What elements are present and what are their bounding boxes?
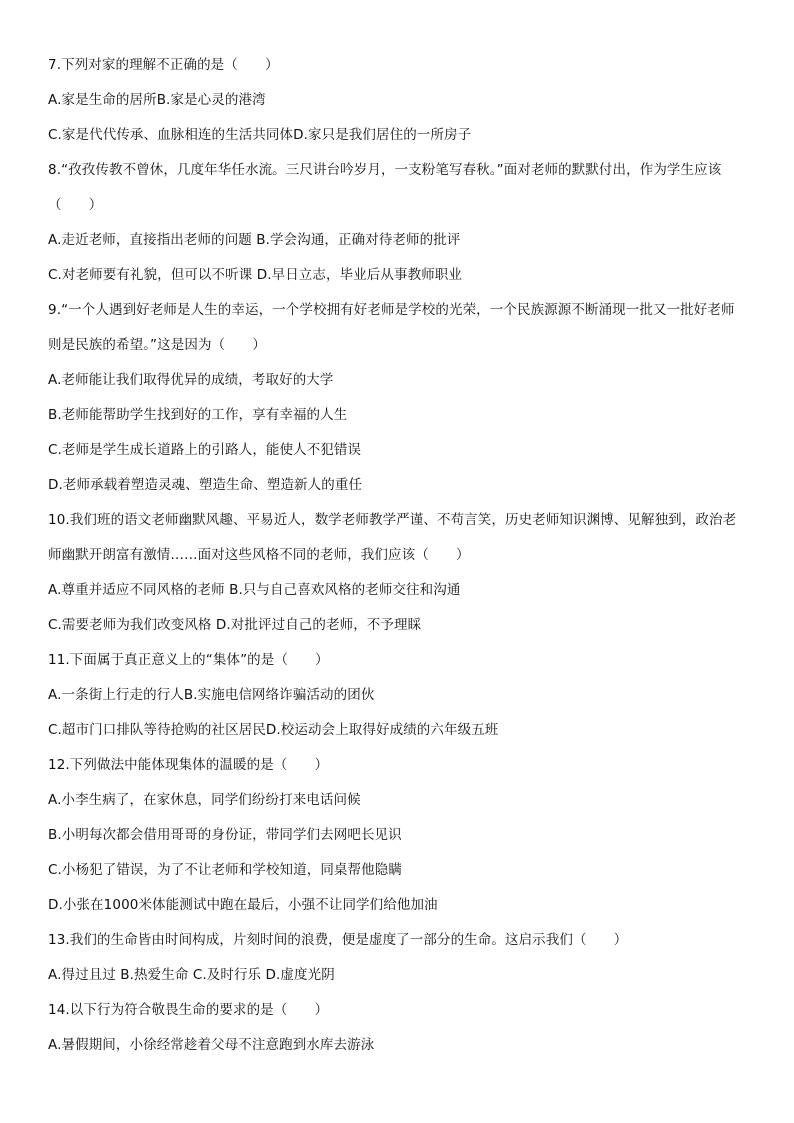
question-10-stem-line-1: 10.我们班的语文老师幽默风趣、平易近人，数学老师教学严谨、不苟言笑，历史老师知识渊博、见解独到，政治老 bbox=[48, 512, 737, 528]
question-12-option-c: C.小杨犯了错误，为了不让老师和学校知道，同桌帮他隐瞒 bbox=[48, 862, 402, 878]
question-11-stem: 11.下面属于真正意义上的“集体”的是（ ） bbox=[48, 652, 329, 668]
question-12-option-b: B.小明每次都会借用哥哥的身份证，带同学们去网吧长见识 bbox=[48, 827, 402, 843]
question-8-stem-line-2: （ ） bbox=[48, 197, 103, 213]
question-8-option-ab: A.走近老师，直接指出老师的问题 B.学会沟通，正确对待老师的批评 bbox=[48, 232, 461, 248]
question-10-option-ab: A.尊重并适应不同风格的老师 B.只与自己喜欢风格的老师交往和沟通 bbox=[48, 582, 461, 598]
question-7-option-ab: A.家是生命的居所B.家是心灵的港湾 bbox=[48, 92, 266, 108]
question-7-option-cd: C.家是代代传承、血脉相连的生活共同体D.家只是我们居住的一所房子 bbox=[48, 127, 472, 143]
question-10-stem-line-2: 师幽默开朗富有激情……面对这些风格不同的老师，我们应该（ ） bbox=[48, 547, 470, 563]
question-13-options: A.得过且过 B.热爱生命 C.及时行乐 D.虚度光阴 bbox=[48, 967, 335, 983]
question-12-stem: 12.下列做法中能体现集体的温暖的是（ ） bbox=[48, 757, 329, 773]
question-13-stem: 13.我们的生命皆由时间构成，片刻时间的浪费，便是虚度了一部分的生命。这启示我们（ ） bbox=[48, 932, 628, 948]
question-14-option-a: A.暑假期间，小徐经常趁着父母不注意跑到水库去游泳 bbox=[48, 1037, 375, 1053]
question-8-stem-line-1: 8.“孜孜传教不曾休，几度年华任水流。三尺讲台吟岁月，一支粉笔写春秋。”面对老师的默默付出，作为学生应该 bbox=[48, 162, 722, 178]
question-7-stem: 7.下列对家的理解不正确的是（ ） bbox=[48, 57, 279, 73]
question-11-option-cd: C.超市门口排队等待抢购的社区居民D.校运动会上取得好成绩的六年级五班 bbox=[48, 722, 499, 738]
question-10-option-cd: C.需要老师为我们改变风格 D.对批评过自己的老师，不予理睬 bbox=[48, 617, 422, 633]
question-14-stem: 14.以下行为符合敬畏生命的要求的是（ ） bbox=[48, 1002, 329, 1018]
question-12-option-a: A.小李生病了，在家休息，同学们纷纷打来电话问候 bbox=[48, 792, 361, 808]
question-12-option-d: D.小张在1000米体能测试中跑在最后，小强不让同学们给他加油 bbox=[48, 897, 438, 913]
question-11-option-ab: A.一条街上行走的行人B.实施电信网络诈骗活动的团伙 bbox=[48, 687, 375, 703]
question-9-option-b: B.老师能帮助学生找到好的工作，享有幸福的人生 bbox=[48, 407, 348, 423]
question-9-option-c: C.老师是学生成长道路上的引路人，能使人不犯错误 bbox=[48, 442, 362, 458]
question-9-stem-line-1: 9.“一个人遇到好老师是人生的幸运，一个学校拥有好老师是学校的光荣，一个民族源源不断涌现一批又一批好老师 bbox=[48, 302, 735, 318]
question-9-stem-line-2: 则是民族的希望。”这是因为（ ） bbox=[48, 337, 266, 353]
question-9-option-a: A.老师能让我们取得优异的成绩，考取好的大学 bbox=[48, 372, 334, 388]
question-9-option-d: D.老师承载着塑造灵魂、塑造生命、塑造新人的重任 bbox=[48, 477, 363, 493]
question-8-option-cd: C.对老师要有礼貌，但可以不听课 D.早日立志，毕业后从事教师职业 bbox=[48, 267, 462, 283]
